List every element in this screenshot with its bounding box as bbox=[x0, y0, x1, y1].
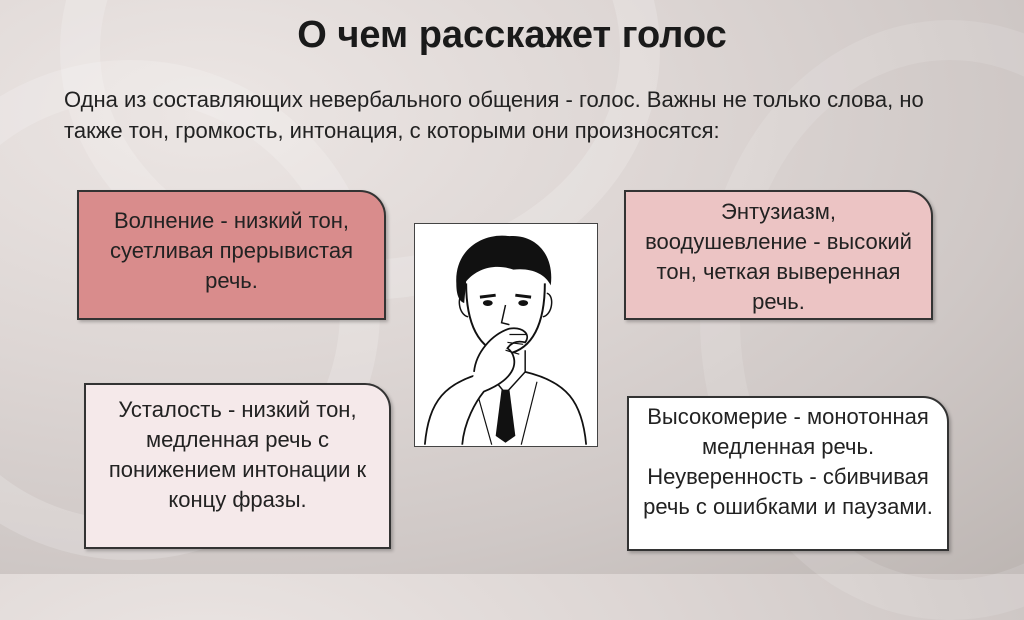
fatigue-box: Усталость - низкий тон, медленная речь с понижением интонации к концу фразы. bbox=[84, 383, 391, 549]
slide-title: О чем расскажет голос bbox=[297, 14, 727, 56]
man-drawing-icon bbox=[415, 224, 596, 445]
intro-text: Одна из составляющих невербального общения - голос. Важны не только слова, но также тон, громкость, интонация, с которыми они произносятся: bbox=[64, 87, 924, 143]
man-covering-mouth-illustration bbox=[414, 223, 598, 447]
arrogance-box: Высокомерие - монотонная медленная речь. Неуверенность - сбивчивая речь с ошибками и паузами. bbox=[627, 396, 949, 551]
enthusiasm-box: Энтузиазм, воодушевление - высокий тон, четкая выверенная речь. bbox=[624, 190, 933, 320]
excitement-box: Волнение - низкий тон, суетливая прерывистая речь. bbox=[77, 190, 386, 320]
